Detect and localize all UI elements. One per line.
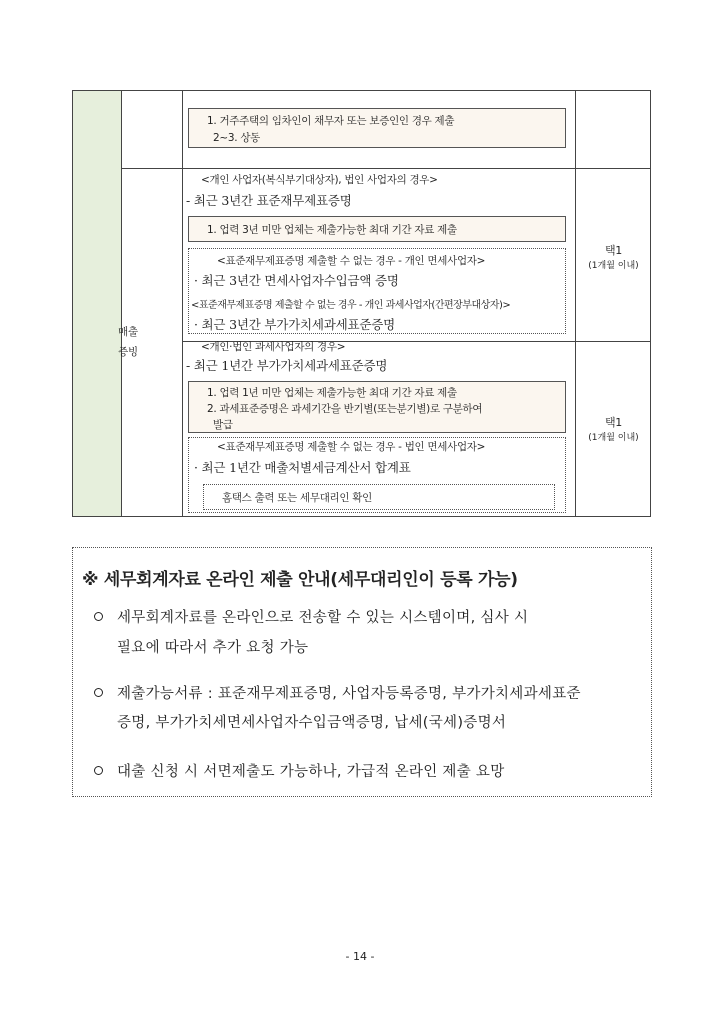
group2-option-label: 택1 (604, 416, 623, 429)
notice-item2-line2: 증명, 부가가치세면세사업자수입금액증명, 납세(국세)증명서 (117, 715, 507, 731)
page-number: - 14 - (345, 950, 375, 963)
group2-sub-heading: <표준재무제표증명 제출할 수 없는 경우 - 법인 면세사업자> (217, 441, 486, 453)
group1-item: - 최근 3년간 표준재무제표증명 (186, 193, 352, 208)
group2-note1: 1. 업력 1년 미만 업체는 제출가능한 최대 기간 자료 제출 (207, 387, 457, 399)
group1-sub2-heading: <표준재무제표증명 제출할 수 없는 경우 - 개인 과세사업자(간편장부대상자)> (191, 300, 511, 311)
group2-alternatives-box (188, 437, 566, 513)
group1-option-label: 택1 (604, 244, 623, 257)
notice-item1-line1: 세무회계자료를 온라인으로 전송할 수 있는 시스템이며, 심사 시 (117, 610, 529, 626)
group1-note: 1. 업력 3년 미만 업체는 제출가능한 최대 기간 자료 제출 (207, 224, 457, 236)
column-divider (121, 91, 122, 516)
group2-note2-cont: 발급 (213, 419, 233, 431)
group1-sub1-heading: <표준재무제표증명 제출할 수 없는 경우 - 개인 면세사업자> (217, 255, 486, 267)
group1-heading: <개인 사업자(복식부기대상자), 법인 사업자의 경우> (201, 174, 438, 186)
group2-note2: 2. 과세표준증명은 과세기간을 반기별(또는분기별)로 구분하여 (207, 403, 483, 415)
row1-note-box (188, 108, 566, 148)
bullet-circle-icon (94, 766, 103, 775)
group2-sub-item: · 최근 1년간 매출처별세금계산서 합계표 (194, 460, 411, 475)
group2-note-box (188, 381, 566, 433)
category-label-line1: 매출 (118, 326, 138, 338)
notice-item2-line1: 제출가능서류 : 표준재무제표증명, 사업자등록증명, 부가가치세과세표준 (117, 686, 581, 702)
submission-documents-table (72, 90, 651, 517)
bullet-circle-icon (94, 688, 103, 697)
group1-sub2-item: · 최근 3년간 부가가치세과세표준증명 (194, 317, 395, 332)
category-label-line2: 증빙 (118, 346, 138, 358)
notice-item3-line1: 대출 신청 시 서면제출도 가능하나, 가급적 온라인 제출 요망 (117, 764, 505, 780)
column-divider (575, 91, 576, 516)
column-divider (182, 91, 183, 516)
row-divider (121, 168, 650, 169)
notice-item1-line2: 필요에 따라서 추가 요청 가능 (117, 640, 309, 656)
row1-note-line2: 2~3. 상동 (213, 132, 261, 144)
online-submission-notice (72, 547, 652, 797)
group2-option-note: (1개월 이내) (588, 433, 639, 443)
group1-sub1-item: · 최근 3년간 면세사업자수입금액 증명 (194, 273, 399, 288)
group2-item: - 최근 1년간 부가가치세과세표준증명 (186, 358, 388, 373)
group1-note-box (188, 216, 566, 242)
group1-option-note: (1개월 이내) (588, 261, 639, 271)
group2-sub-note-box (203, 484, 555, 510)
row1-note-line1: 1. 거주주택의 임차인이 채무자 또는 보증인인 경우 제출 (207, 115, 455, 127)
bullet-circle-icon (94, 612, 103, 621)
notice-title: ※ 세무회계자료 온라인 제출 안내(세무대리인이 등록 가능) (82, 570, 518, 590)
category-column-shading (73, 91, 121, 516)
group2-heading: <개인·법인 과세사업자의 경우> (201, 341, 346, 353)
group1-alternatives-box (188, 248, 566, 334)
group2-sub-note: 홈택스 출력 또는 세무대리인 확인 (222, 492, 372, 504)
